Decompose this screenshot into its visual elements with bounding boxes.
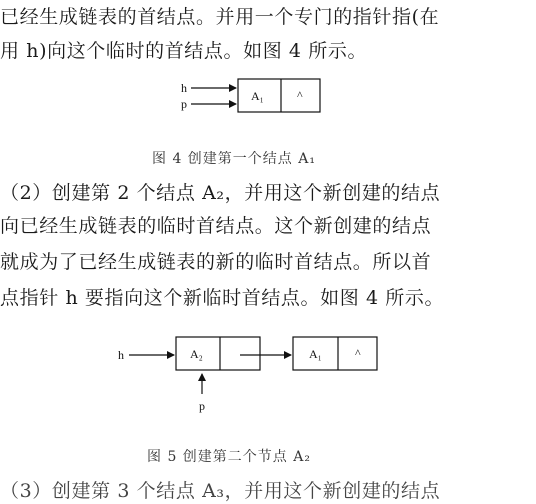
node-a2-data: A₂ (190, 347, 203, 361)
text-line: 就成为了已经生成链表的新的临时首结点。所以首 (0, 251, 432, 273)
text-line: 已经生成链表的首结点。并用一个专门的指针指(在 (0, 6, 440, 28)
node-a1-null: ^ (355, 346, 361, 360)
text-line: 用 h)向这个临时的首结点。如图 4 所示。 (0, 40, 368, 62)
figure-4-caption: 图 4 创建第一个结点 A₁ (152, 151, 316, 167)
node-a2-box (176, 337, 260, 370)
pointer-p-label: p (181, 97, 187, 111)
pointer-p-label: p (199, 399, 205, 413)
partial-text-line: （3）创建第 3 个结点 A₃，并用这个新创建的结点 (0, 480, 441, 502)
text-line: 向已经生成链表的临时首结点。这个新创建的结点 (0, 215, 432, 237)
figure-5-caption: 图 5 创建第二个节点 A₂ (147, 449, 311, 465)
pointer-h-label: h (181, 81, 187, 95)
text-line: 点指针 h 要指向这个新临时首结点。如图 4 所示。 (0, 287, 445, 309)
node-a1-data: A₁ (309, 347, 322, 361)
text-line: （2）创建第 2 个结点 A₂，并用这个新创建的结点 (0, 182, 441, 204)
node-a1-null: ^ (297, 88, 303, 102)
node-a1-data: A₁ (251, 89, 264, 103)
pointer-h-label: h (118, 348, 124, 362)
node-a1-box (293, 337, 377, 370)
